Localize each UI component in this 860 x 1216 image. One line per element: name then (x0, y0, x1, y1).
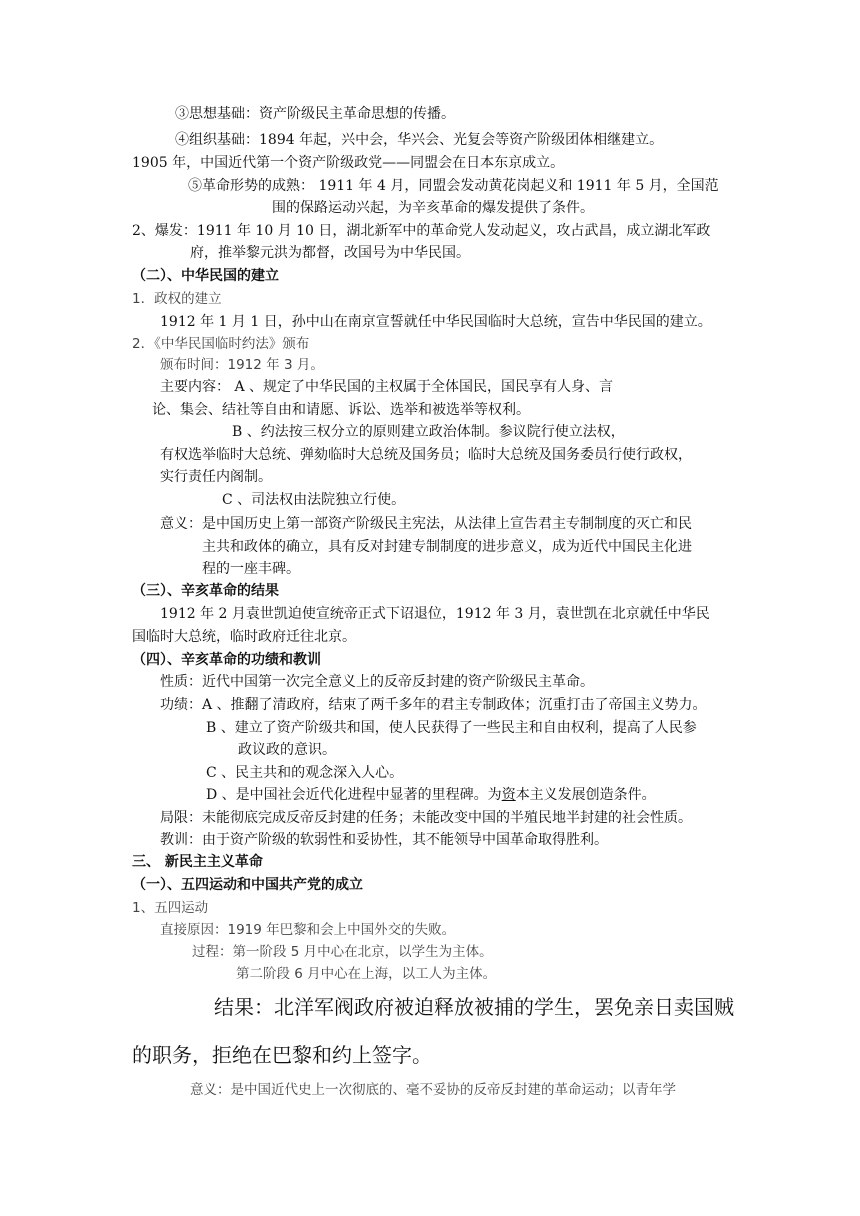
text-line: 主共和政体的确立，具有反对封建专制制度的进步意义，成为近代中国民主化进 (202, 539, 692, 555)
text-line: 局限：未能彻底完成反帝反封建的任务；未能改变中国的半殖民地半封建的社会性质。 (160, 810, 692, 826)
text-line: B 、建立了资产阶级共和国，使人民获得了一些民主和自由权利，提高了人民参 (206, 720, 697, 736)
subheading: 2．《中华民国临时约法》颁布 (132, 336, 310, 352)
text-line: 论、集会、结社等自由和请愿、诉讼、选举和被选举等权利。 (152, 402, 530, 418)
section-heading: （一）、五四运动和中国共产党的成立 (132, 877, 363, 893)
text-line: 2、爆发：1911 年 10 月 10 日，湖北新军中的革命党人发动起义，攻占武昌，成立湖北军政 (132, 223, 711, 239)
text-line: 政议政的意识。 (238, 742, 336, 758)
text-segment: D 、是中国社会近代化进程中显著的里程碑。为 (206, 787, 502, 803)
text-line: 1912 年 2 月袁世凯迫使宣统帝正式下诏退位，1912 年 3 月，袁世凯在北京就任中华民 (160, 606, 710, 622)
text-line: 功绩：A 、推翻了清政府，结束了两千多年的君主专制政体；沉重打击了帝国主义势力。 (160, 697, 707, 713)
subheading: 1．政权的建立 (132, 291, 222, 307)
text-line: ③思想基础：资产阶级民主革命思想的传播。 (175, 106, 455, 122)
section-heading: 三、 新民主主义革命 (132, 854, 263, 870)
text-line-large: 的职务，拒绝在巴黎和约上签字。 (132, 1043, 432, 1067)
text-line: B 、约法按三权分立的原则建立政治体制。参议院行使立法权， (232, 424, 625, 440)
text-line: 教训：由于资产阶级的软弱性和妥协性，其不能领导中国革命取得胜利。 (160, 832, 608, 848)
text-line: 第二阶段 6 月中心在上海，以工人为主体。 (236, 966, 497, 982)
text-segment: 本主义发展创造条件。 (515, 787, 656, 803)
text-line: 1912 年 1 月 1 日，孙中山在南京宣誓就任中华民国临时大总统，宣告中华民国的建立。 (160, 314, 712, 330)
text-line: 主要内容： A 、规定了中华民国的主权属于全体国民，国民享有人身、言 (160, 379, 614, 395)
section-heading: （二）、中华民国的建立 (132, 268, 279, 284)
section-heading: （三）、辛亥革命的结果 (132, 583, 279, 599)
text-line: 颁布时间：1912 年 3 月。 (160, 357, 324, 373)
text-line: C 、民主共和的观念深入人心。 (206, 765, 404, 781)
text-line: 府，推举黎元洪为都督，改国号为中华民国。 (190, 245, 470, 261)
text-line: ⑤革命形势的成熟： 1911 年 4 月，同盟会发动黄花岗起义和 1911 年 5 月，全国范 (188, 178, 719, 194)
text-line: 性质：近代中国第一次完全意义上的反帝反封建的资产阶级民主革命。 (160, 674, 594, 690)
text-line: 直接原因：1919 年巴黎和会上中国外交的失败。 (160, 922, 456, 938)
text-line: 程的一座丰碑。 (202, 561, 300, 577)
text-line: 国临时大总统，临时政府迁往北京。 (132, 629, 356, 645)
text-line: 意义：是中国历史上第一部资产阶级民主宪法，从法律上宣告君主专制制度的灭亡和民 (160, 516, 692, 532)
text-line: C 、司法权由法院独立行使。 (222, 492, 406, 508)
text-line: 意义：是中国近代史上一次彻底的、毫不妥协的反帝反封建的革命运动；以青年学 (190, 1082, 676, 1098)
subheading: 1、五四运动 (132, 900, 209, 916)
underlined-word: 资 (501, 787, 516, 803)
text-line: 1905 年，中国近代第一个资产阶级政党——同盟会在日本东京成立。 (132, 155, 565, 171)
text-line-large: 结果：北洋军阀政府被迫释放被捕的学生，罢免亲日卖国贼 (214, 995, 734, 1019)
text-line: 实行责任内阁制。 (160, 469, 272, 485)
text-line: 过程：第一阶段 5 月中心在北京，以学生为主体。 (192, 944, 493, 960)
text-line (206, 785, 656, 805)
section-heading: （四）、辛亥革命的功绩和教训 (132, 652, 321, 668)
text-line: 围的保路运动兴起，为辛亥革命的爆发提供了条件。 (272, 200, 594, 216)
text-line: ④组织基础：1894 年起，兴中会，华兴会、光复会等资产阶级团体相继建立。 (175, 132, 664, 148)
text-line: 有权选举临时大总统、弹劾临时大总统及国务员；临时大总统及国务委员行使行政权， (160, 447, 692, 463)
